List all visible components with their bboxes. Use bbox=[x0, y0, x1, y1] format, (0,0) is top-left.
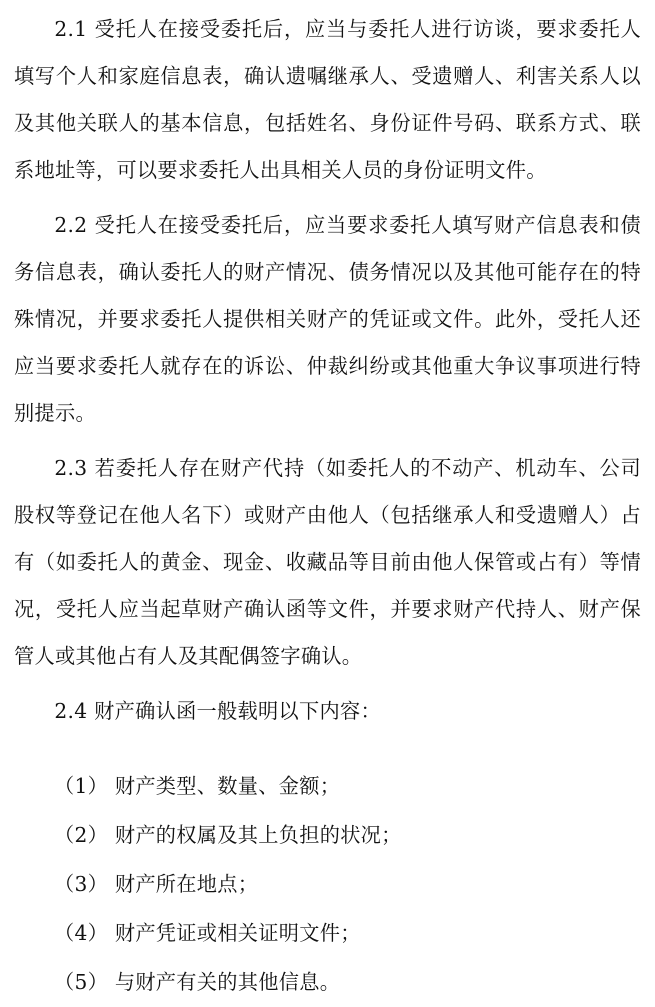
list-item: （2） 财产的权属及其上负担的状况； bbox=[54, 823, 402, 847]
list-item: （4） 财产凭证或相关证明文件； bbox=[54, 921, 361, 945]
paragraph-2-2: 2.2 受托人在接受委托后，应当要求委托人填写财产信息表和债务信息表，确认委托人的财产情况、债务情况以及其他可能存在的特殊情况，并要求委托人提供相关财产的凭证或文件。此外，受托人还应当要求委托人就存在的诉讼、仲裁纠纷或其他重大争议事项进行特别提示。 bbox=[14, 213, 641, 425]
list-item: （1） 财产类型、数量、金额； bbox=[54, 774, 341, 798]
list-item: （3） 财产所在地点； bbox=[54, 872, 259, 896]
paragraph-2-3: 2.3 若委托人存在财产代持（如委托人的不动产、机动车、公司股权等登记在他人名下）或财产由他人（包括继承人和受遗赠人）占有（如委托人的黄金、现金、收藏品等目前由他人保管或占有）等情况，受托人应当起草财产确认函等文件，并要求财产代持人、财产保管人或其他占有人及其配偶签字确认。 bbox=[14, 456, 641, 668]
paragraph-2-1: 2.1 受托人在接受委托后，应当与委托人进行访谈，要求委托人填写个人和家庭信息表，确认遗嘱继承人、受遗赠人、利害关系人以及其他关联人的基本信息，包括姓名、身份证件号码、联系方式、联系地址等，可以要求委托人出具相关人员的身份证明文件。 bbox=[14, 17, 641, 182]
confirmation-contents-list bbox=[14, 762, 641, 1007]
paragraph-2-4: 2.4 财产确认函一般载明以下内容： bbox=[54, 699, 381, 723]
list-item: （5） 与财产有关的其他信息。 bbox=[54, 970, 341, 994]
